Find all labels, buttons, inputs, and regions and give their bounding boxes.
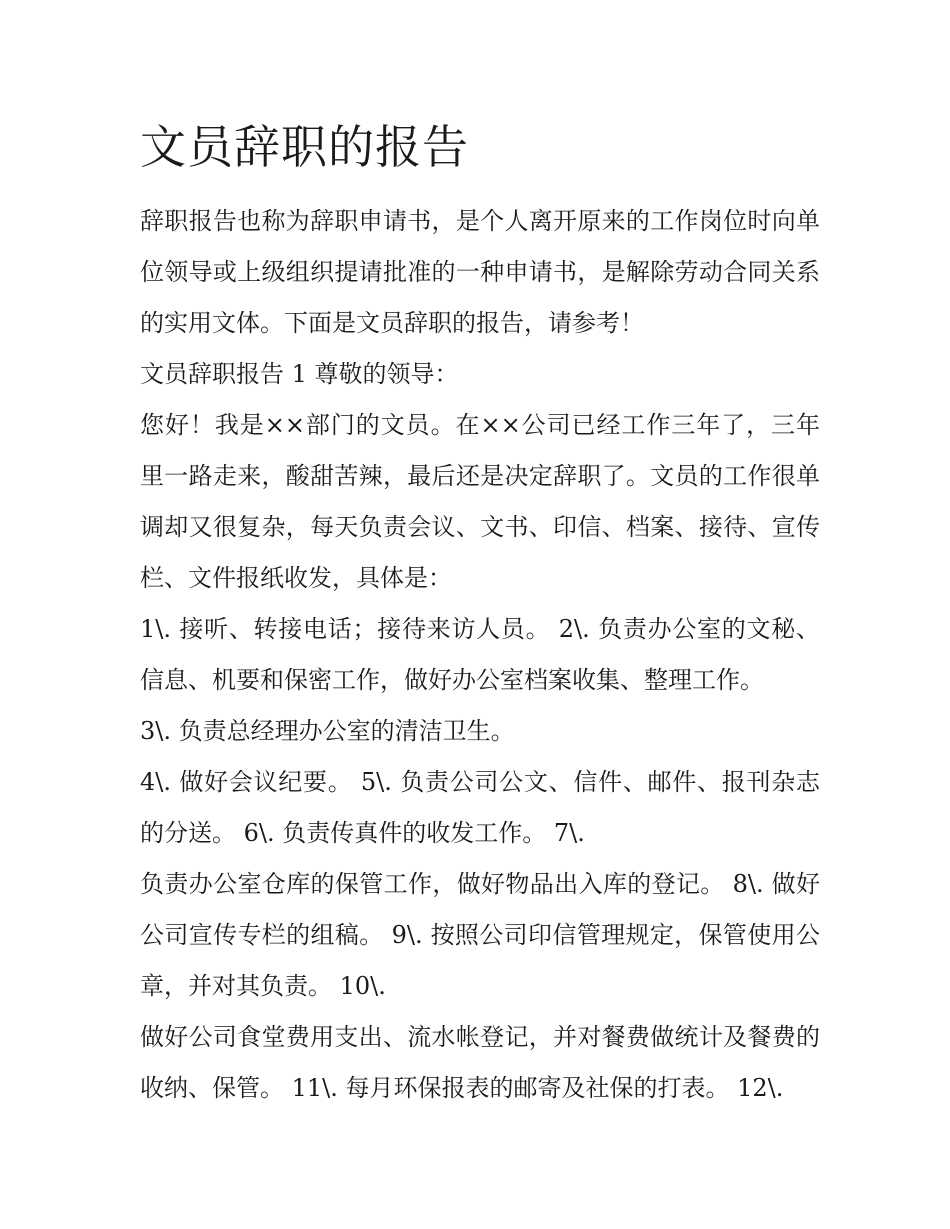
paragraph-duties-1-2: 1\. 接听、转接电话；接待来访人员。 2\. 负责办公室的文秘、信息、机要和保密工作，做好办公室档案收集、整理工作。 [140, 615, 820, 694]
document-page [140, 112, 820, 1114]
paragraph-duties-7-10: 负责办公室仓库的保管工作，做好物品出入库的登记。 8\. 做好公司宣传专栏的组稿。 9\. 按照公司印信管理规定，保管使用公章，并对其负责。 10\. [140, 870, 820, 1000]
paragraph-greeting: 您好！我是××部门的文员。在××公司已经工作三年了，三年里一路走来，酸甜苦辣，最后还是决定辞职了。文员的工作很单调却又很复杂，每天负责会议、文书、印信、档案、接待、宣传栏、文件报纸收发，具体是： [140, 411, 820, 592]
paragraph-duties-4-7: 4\. 做好会议纪要。 5\. 负责公司公文、信件、邮件、报刊杂志的分送。 6\. 负责传真件的收发工作。 7\. [140, 768, 820, 847]
paragraph-intro: 辞职报告也称为辞职申请书，是个人离开原来的工作岗位时向单位领导或上级组织提请批准的一种申请书，是解除劳动合同关系的实用文体。下面是文员辞职的报告，请参考！ [140, 207, 820, 337]
document-title: 文员辞职的报告 [140, 120, 469, 174]
paragraph-duty-3: 3\. 负责总经理办公室的清洁卫生。 [140, 717, 515, 745]
paragraph-duties-10-12: 做好公司食堂费用支出、流水帐登记，并对餐费做统计及餐费的收纳、保管。 11\. 每月环保报表的邮寄及社保的打表。 12\. [140, 1023, 820, 1102]
paragraph-salutation: 文员辞职报告 1 尊敬的领导： [140, 360, 459, 388]
